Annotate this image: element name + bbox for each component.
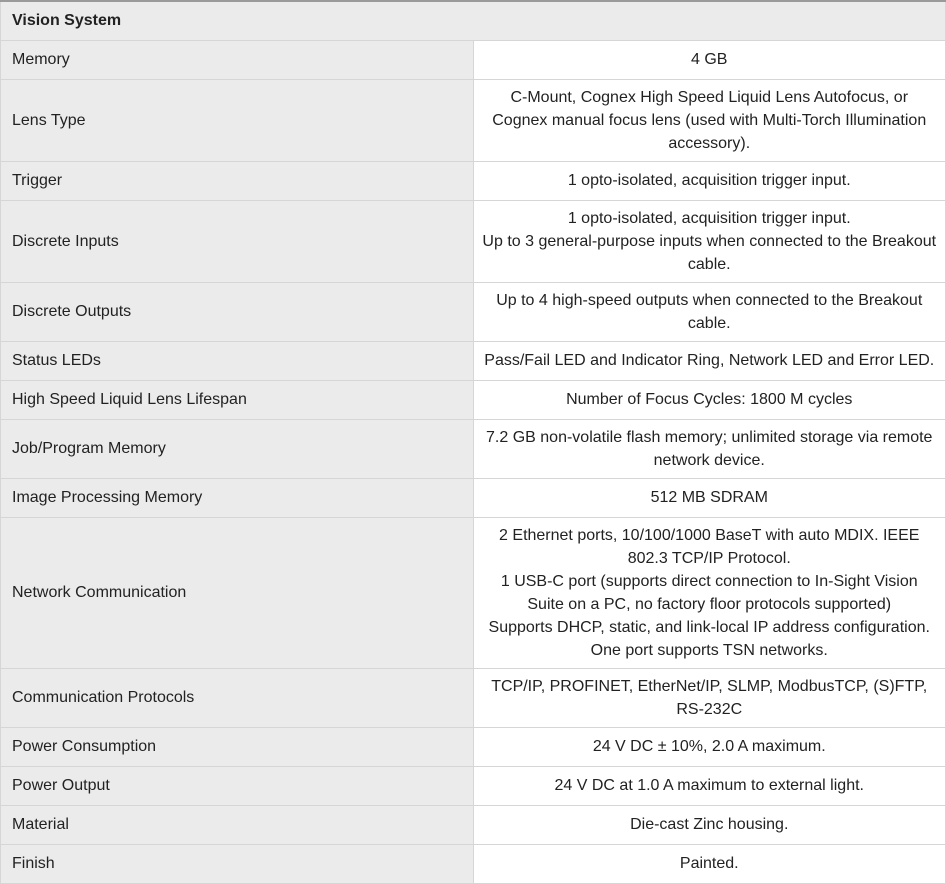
spec-value-line: 1 USB-C port (supports direct connection to In-Sight Vision Suite on a PC, no factory floor protocols supported): [500, 572, 918, 613]
spec-value-line: 7.2 GB non-volatile flash memory; unlimited storage via remote network device.: [486, 428, 933, 469]
table-row: [1, 844, 946, 883]
table-row: [1, 380, 946, 419]
spec-value-line: 24 V DC ± 10%, 2.0 A maximum.: [592, 738, 826, 755]
spec-value-line: 1 opto-isolated, acquisition trigger input.: [567, 172, 851, 189]
spec-value: [473, 805, 946, 844]
spec-value: [473, 200, 946, 282]
spec-value-line: 24 V DC at 1.0 A maximum to external light.: [554, 777, 864, 794]
spec-value: [473, 766, 946, 805]
spec-label: Power Consumption: [1, 727, 474, 766]
section-title: Vision System: [1, 1, 946, 40]
spec-value-line: 2 Ethernet ports, 10/100/1000 BaseT with auto MDIX. IEEE 802.3 TCP/IP Protocol.: [499, 526, 920, 567]
spec-value: [473, 517, 946, 668]
spec-value-line: 512 MB SDRAM: [650, 489, 768, 506]
spec-value: [473, 668, 946, 727]
table-row: [1, 727, 946, 766]
spec-label: Lens Type: [1, 79, 474, 161]
spec-value-line: Number of Focus Cycles: 1800 M cycles: [566, 391, 853, 408]
spec-value: [473, 161, 946, 200]
table-row: [1, 805, 946, 844]
spec-value-line: Pass/Fail LED and Indicator Ring, Network LED and Error LED.: [484, 352, 935, 369]
spec-label: Power Output: [1, 766, 474, 805]
table-row: [1, 478, 946, 517]
spec-label: High Speed Liquid Lens Lifespan: [1, 380, 474, 419]
section-header-row: [1, 1, 946, 40]
spec-value-line: Supports DHCP, static, and link-local IP address configuration. One port supports TSN networks.: [488, 618, 930, 659]
spec-value: [473, 341, 946, 380]
table-row: [1, 200, 946, 282]
spec-value-line: TCP/IP, PROFINET, EtherNet/IP, SLMP, ModbusTCP, (S)FTP, RS-232C: [491, 677, 928, 718]
table-row: [1, 40, 946, 79]
spec-label: Material: [1, 805, 474, 844]
spec-value-line: Painted.: [679, 855, 739, 872]
spec-value-line: Up to 3 general-purpose inputs when connected to the Breakout cable.: [482, 232, 937, 273]
spec-label: Communication Protocols: [1, 668, 474, 727]
spec-label: Discrete Inputs: [1, 200, 474, 282]
table-row: [1, 341, 946, 380]
spec-value: [473, 40, 946, 79]
spec-label: Network Communication: [1, 517, 474, 668]
spec-label: Image Processing Memory: [1, 478, 474, 517]
spec-label: Status LEDs: [1, 341, 474, 380]
spec-value: [473, 282, 946, 341]
table-row: [1, 79, 946, 161]
spec-label: Finish: [1, 844, 474, 883]
spec-label: Discrete Outputs: [1, 282, 474, 341]
spec-value-line: 1 opto-isolated, acquisition trigger input.: [567, 209, 851, 227]
spec-value: [473, 844, 946, 883]
spec-value-line: Die-cast Zinc housing.: [630, 816, 789, 833]
table-row: [1, 282, 946, 341]
spec-value: [473, 79, 946, 161]
spec-value-line: Up to 4 high-speed outputs when connected to the Breakout cable.: [496, 291, 923, 332]
spec-value-line: 4 GB: [691, 51, 728, 68]
spec-label: Job/Program Memory: [1, 419, 474, 478]
spec-value: [473, 478, 946, 517]
table-row: [1, 517, 946, 668]
spec-value: [473, 380, 946, 419]
table-row: [1, 161, 946, 200]
spec-value-line: C-Mount, Cognex High Speed Liquid Lens Autofocus, or Cognex manual focus lens (used with Multi-Torch Illumination accessory).: [492, 88, 927, 152]
table-row: [1, 419, 946, 478]
spec-value: [473, 419, 946, 478]
spec-label: Trigger: [1, 161, 474, 200]
table-row: [1, 766, 946, 805]
spec-rows: [1, 40, 946, 883]
table-row: [1, 668, 946, 727]
spec-value: [473, 727, 946, 766]
spec-label: Memory: [1, 40, 474, 79]
